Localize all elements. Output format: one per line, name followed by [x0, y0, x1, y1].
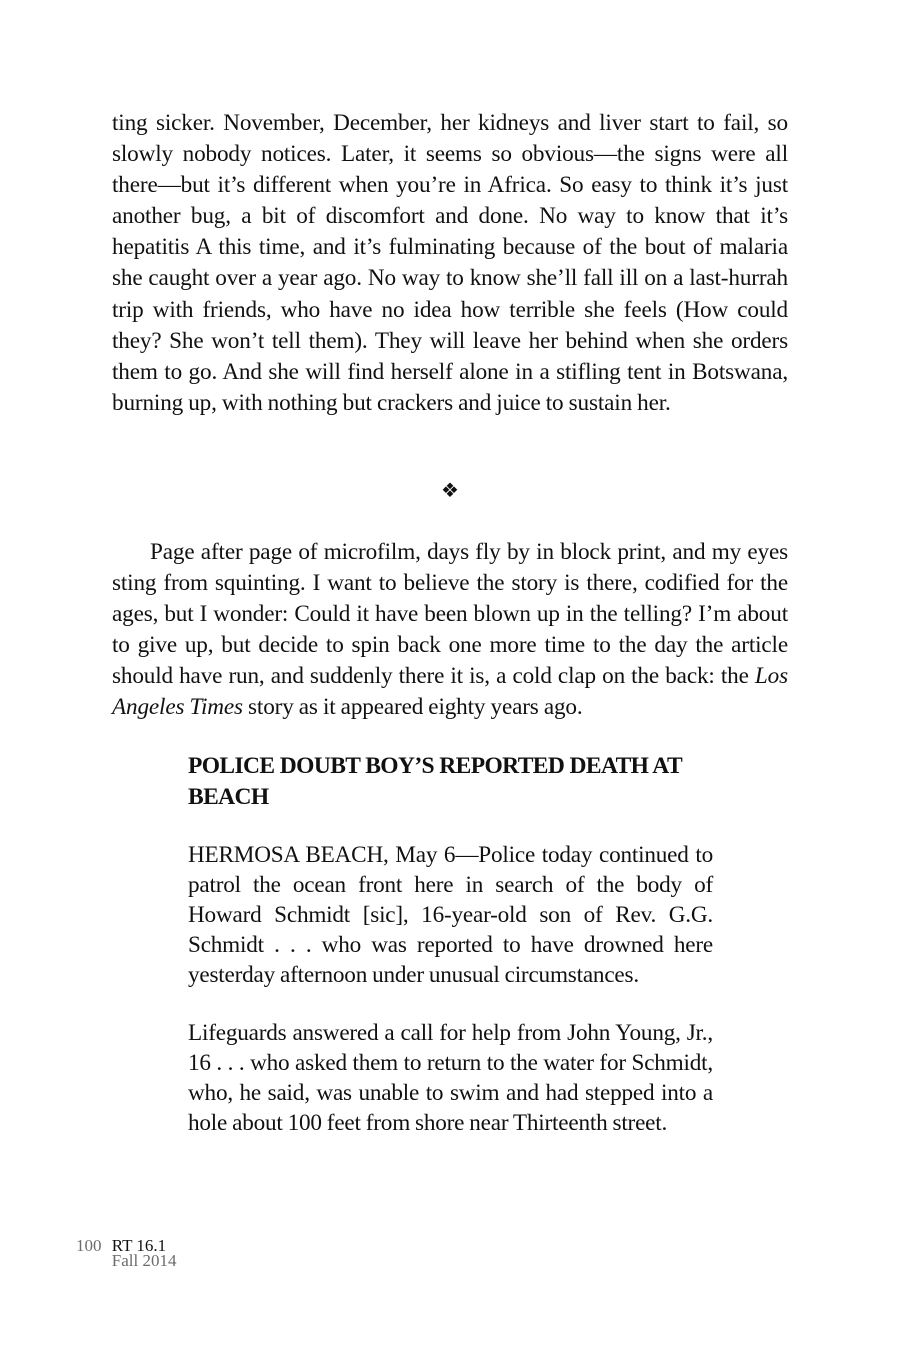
article-headline: POLICE DOUBT BOY’S REPORTED DEATH AT BEACH: [188, 753, 682, 810]
newspaper-title: Los Angeles Times: [112, 663, 788, 721]
journal-issue: RT 16.1: [111, 1236, 167, 1255]
article-paragraph: HERMOSA BEACH, May 6—Police today continued to patrol the ocean front here in search of the body of Howard Schmidt [sic], 16-year-old son of Rev. G.G. Schmidt . . . who was reported to have drowned here yesterday afternoon under unusual circumstances.: [188, 842, 713, 989]
journal-info: [112, 1238, 177, 1268]
journal-season: Fall 2014: [111, 1251, 177, 1270]
page-number: 100: [76, 1236, 102, 1255]
article-paragraph: Lifeguards answered a call for help from John Young, Jr., 16 . . . who asked them to return to the water for Schmidt, who, he said, was unable to swim and had stepped into a hole about 100 feet from shore near Thirteenth street.: [188, 1020, 713, 1137]
body-paragraph: ting sicker. November, December, her kidneys and liver start to fail, so slowly nobody notices. Later, it seems so obvious—the signs were all there—but it’s different when you’re in Africa. So easy to think it’s just another bug, a bit of discomfort and done. No way to know that it’s hepatitis A this time, and it’s fulminating because of the bout of malaria she caught over a year ago. No way to know she’ll fall ill on a last-hurrah trip with friends, who have no idea how terrible she feels (How could they? She won’t tell them). They will leave her behind when she orders them to go. And she will find herself alone in a stifling tent in Botswana, burning up, with nothing but crackers and juice to sustain her.: [112, 110, 788, 416]
page-footer: [76, 1238, 176, 1268]
section-break-ornament-icon: ❖: [441, 478, 459, 502]
paragraph-text: story as it appeared eighty years ago.: [242, 694, 583, 721]
paragraph-text: Page after page of microfilm, days fly by in block print, and my eyes sting from squinting. I want to believe the story is there, codified for the ages, but I wonder: Could it have been blown up in the telling? I’m about to give up, but decide to spin back one more time to the day the article should have run, and suddenly there it is, a cold clap on the back: the: [112, 539, 788, 690]
body-paragraph: [112, 537, 788, 724]
